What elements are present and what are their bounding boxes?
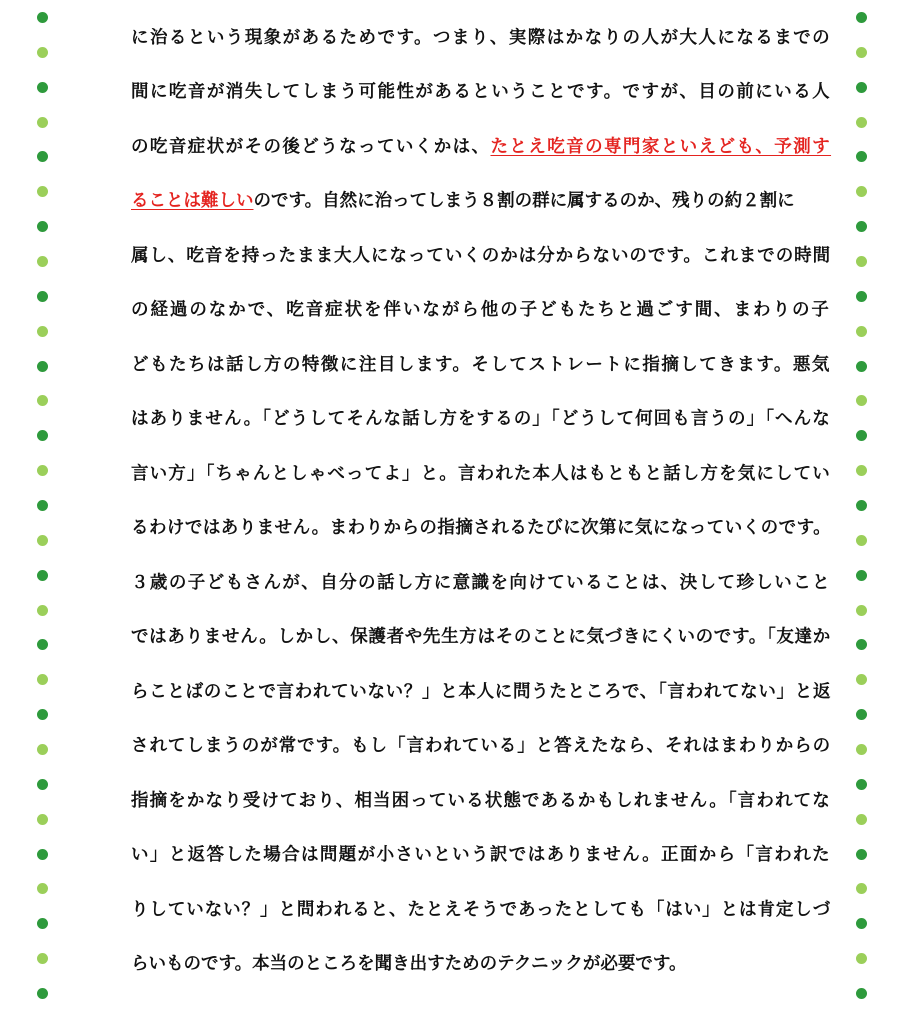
- border-dot: [856, 814, 867, 825]
- border-dot: [856, 47, 867, 58]
- text-line-3-content: の吃音症状がその後どうなっていくかは、: [131, 136, 491, 157]
- border-dot: [856, 744, 867, 755]
- text-line-15: [131, 767, 831, 822]
- text-line-1: [131, 4, 831, 59]
- text-line-3: [131, 113, 831, 168]
- border-dot: [856, 151, 867, 162]
- border-dot: [37, 117, 48, 128]
- text-line-11: [131, 549, 831, 604]
- text-line-2-content: 間に吃音が消失してしまう可能性があるということです。ですが、目の前にいる人: [131, 82, 832, 102]
- border-dot: [856, 291, 867, 302]
- border-dot: [37, 47, 48, 58]
- border-dot: [856, 395, 867, 406]
- border-dot: [37, 221, 48, 232]
- border-dot: [37, 500, 48, 511]
- text-line-13: [131, 658, 831, 713]
- border-dot: [856, 465, 867, 476]
- text-line-4-content: のです。自然に治ってしまう８割の群に属するのか、残りの約２割に: [253, 191, 795, 211]
- border-dot: [856, 639, 867, 650]
- text-line-12: [131, 604, 831, 659]
- text-line-10: [131, 495, 831, 550]
- border-dot: [37, 151, 48, 162]
- border-dot: [37, 256, 48, 267]
- border-dot: [856, 256, 867, 267]
- border-dot: [37, 674, 48, 685]
- left-dot-border: [36, 0, 48, 1011]
- text-line-9: [131, 440, 831, 495]
- text-line-6-content: の経過のなかで、吃音症状を伴いながら他の子どもたちと過ごす間、まわりの子: [131, 300, 831, 320]
- border-dot: [856, 500, 867, 511]
- border-dot: [856, 117, 867, 128]
- border-dot: [37, 326, 48, 337]
- border-dot: [37, 744, 48, 755]
- emphasis-text-part-2: ることは難しい: [131, 191, 254, 211]
- border-dot: [37, 570, 48, 581]
- text-line-10-content: るわけではありません。まわりからの指摘されるたびに次第に気になっていくのです。: [131, 518, 832, 538]
- text-line-17-content: りしていない？」と問われると、たとえそうであったとしても「はい」とは肯定しづ: [131, 899, 832, 920]
- border-dot: [37, 291, 48, 302]
- border-dot: [856, 12, 867, 23]
- text-line-11-content: ３歳の子どもさんが、自分の話し方に意識を向けていることは、決して珍しいこと: [131, 572, 832, 593]
- text-line-2: [131, 59, 831, 114]
- border-dot: [37, 361, 48, 372]
- text-line-6: [131, 277, 831, 332]
- text-line-5: [131, 222, 831, 277]
- border-dot: [856, 883, 867, 894]
- text-line-14-content: されてしまうのが常です。もし「言われている」と答えたなら、それはまわりからの: [131, 736, 832, 756]
- text-line-15-content: 指摘をかなり受けており、相当困っている状態であるかもしれません。「言われてな: [131, 790, 831, 811]
- border-dot: [37, 430, 48, 441]
- border-dot: [856, 953, 867, 964]
- text-line-16: [131, 822, 831, 877]
- text-line-7-content: どもたちは話し方の特徴に注目します。そしてストレートに指摘してきます。悪気: [131, 354, 831, 375]
- border-dot: [37, 395, 48, 406]
- border-dot: [856, 779, 867, 790]
- border-dot: [37, 12, 48, 23]
- text-line-8: [131, 386, 831, 441]
- border-dot: [37, 814, 48, 825]
- border-dot: [37, 535, 48, 546]
- text-line-1-content: に治るという現象があるためです。つまり、実際はかなりの人が大人になるまでの: [131, 27, 832, 48]
- border-dot: [37, 849, 48, 860]
- text-line-5-content: 属し、吃音を持ったまま大人になっていくのかは分からないのです。これまでの時間: [131, 245, 832, 266]
- border-dot: [856, 430, 867, 441]
- body-text: [131, 4, 831, 985]
- border-dot: [856, 674, 867, 685]
- right-dot-border: [855, 0, 867, 1011]
- text-line-7: [131, 331, 831, 386]
- border-dot: [856, 709, 867, 720]
- text-line-17: [131, 876, 831, 931]
- border-dot: [37, 883, 48, 894]
- text-line-12-content: ではありません。しかし、保護者や先生方はそのことに気づきにくいのです。「友達か: [131, 627, 831, 647]
- border-dot: [37, 988, 48, 999]
- border-dot: [856, 570, 867, 581]
- text-line-8-content: はありません。「どうしてそんな話し方をするの」「どうして何回も言うの」「へんな: [131, 409, 831, 429]
- text-line-14: [131, 713, 831, 768]
- border-dot: [856, 361, 867, 372]
- border-dot: [37, 465, 48, 476]
- border-dot: [856, 186, 867, 197]
- border-dot: [856, 605, 867, 616]
- text-line-18-content: らいものです。本当のところを聞き出すためのテクニックが必要です。: [131, 954, 687, 974]
- border-dot: [856, 326, 867, 337]
- border-dot: [856, 82, 867, 93]
- border-dot: [856, 988, 867, 999]
- text-line-9-content: 言い方」「ちゃんとしゃべってよ」と。言われた本人はもともと話し方を気にしてい: [131, 463, 831, 484]
- border-dot: [856, 849, 867, 860]
- text-line-4: [131, 168, 831, 223]
- text-line-18: [131, 931, 831, 986]
- border-dot: [37, 953, 48, 964]
- text-line-13-content: らことばのことで言われていない？」と本人に問うたところで、「言われてない」と返: [131, 681, 832, 702]
- text-line-16-content: い」と返答した場合は問題が小さいという訳ではありません。正面から「言われた: [131, 845, 831, 865]
- border-dot: [37, 639, 48, 650]
- border-dot: [37, 709, 48, 720]
- border-dot: [37, 186, 48, 197]
- border-dot: [37, 82, 48, 93]
- border-dot: [856, 221, 867, 232]
- border-dot: [37, 779, 48, 790]
- emphasis-text-part-1: たとえ吃音の専門家といえども、予測す: [490, 136, 832, 157]
- border-dot: [37, 605, 48, 616]
- border-dot: [37, 918, 48, 929]
- border-dot: [856, 535, 867, 546]
- border-dot: [856, 918, 867, 929]
